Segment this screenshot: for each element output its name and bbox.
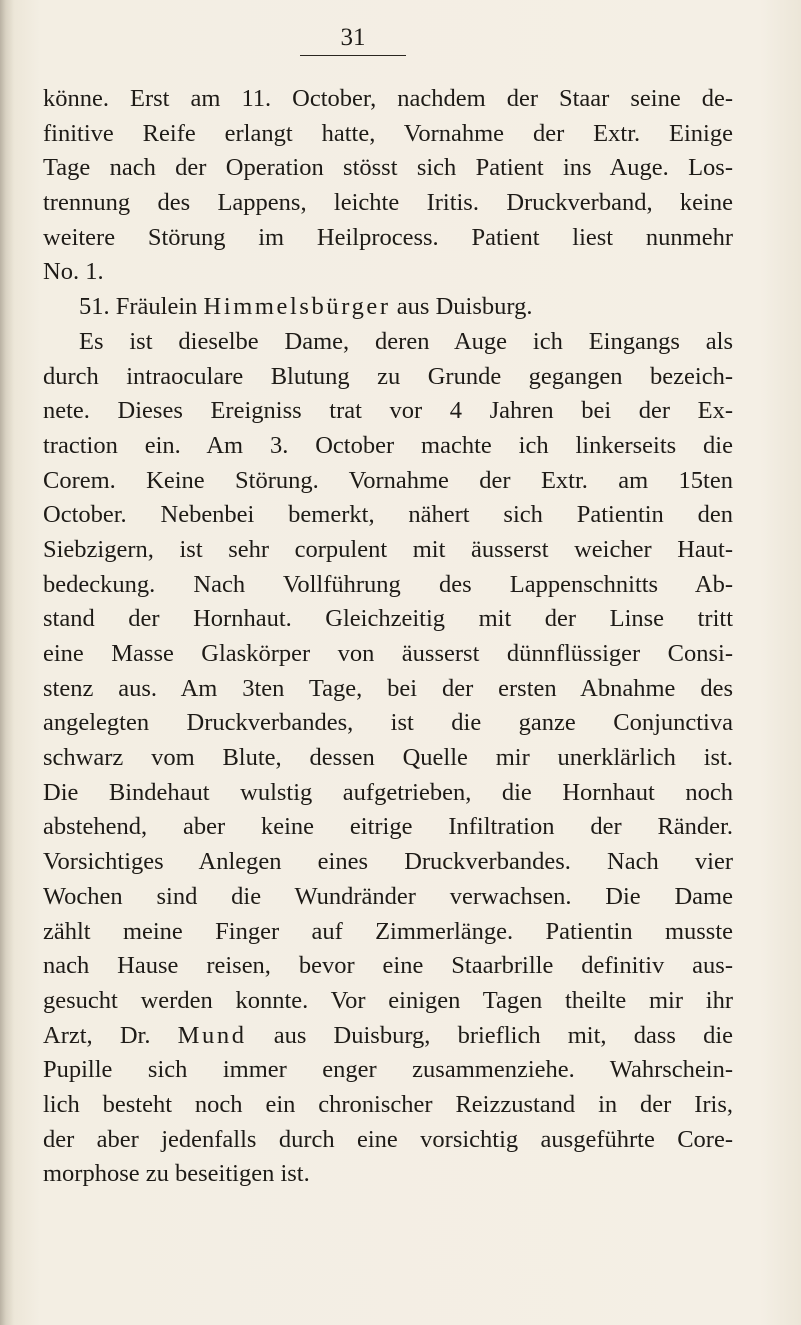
text-line: Die Bindehaut wulstig aufgetrieben, die Hornhaut noch — [43, 778, 733, 806]
body-text — [43, 82, 733, 1192]
text-line: der aber jedenfalls durch eine vorsichtig ausgeführte Core- — [43, 1125, 733, 1153]
text-line: Siebzigern, ist sehr corpulent mit äusserst weicher Haut- — [43, 535, 733, 563]
person-name: Mund — [177, 1021, 247, 1049]
text-line: bedeckung. Nach Vollführung des Lappenschnitts Ab- — [43, 570, 733, 598]
page-number: 31 — [340, 24, 366, 51]
patient-name: Himmelsbürger — [203, 293, 391, 321]
text-line: durch intraoculare Blutung zu Grunde gegangen bezeich- — [43, 362, 733, 390]
text-line: Vorsichtiges Anlegen eines Druckverbandes. Nach vier — [43, 848, 733, 876]
text-line: traction ein. Am 3. October machte ich linkerseits die — [43, 431, 733, 459]
text-line: morphose zu beseitigen ist. — [43, 1160, 310, 1188]
text-line: October. Nebenbei bemerkt, nähert sich Patientin den — [43, 501, 733, 529]
text-line: nach Hause reisen, bevor eine Staarbrille definitiv aus- — [43, 952, 733, 980]
text-line: Pupille sich immer enger zusammenziehe. Wahrschein- — [43, 1056, 733, 1084]
text-line: No. 1. — [43, 258, 104, 286]
text-line: zählt meine Finger auf Zimmerlänge. Patientin musste — [43, 917, 733, 945]
page-number-rule — [300, 55, 406, 56]
text-line: Corem. Keine Störung. Vornahme der Extr. am 15ten — [43, 466, 733, 494]
text-line: trennung des Lappens, leichte Iritis. Druckverband, keine — [43, 189, 733, 217]
text-line: Tage nach der Operation stösst sich Patient ins Auge. Los- — [43, 154, 733, 182]
text-segment: aus Duisburg, brieflich mit, dass die — [273, 1021, 733, 1049]
text-line: weitere Störung im Heilprocess. Patient liest nunmehr — [43, 223, 733, 251]
text-line: Wochen sind die Wundränder verwachsen. Die Dame — [43, 882, 733, 910]
text-line: angelegten Druckverbandes, ist die ganze Conjunctiva — [43, 709, 733, 737]
case-heading — [43, 290, 733, 325]
text-segment: Arzt, Dr. — [43, 1021, 151, 1049]
text-line: finitive Reife erlangt hatte, Vornahme der Extr. Einige — [43, 119, 733, 147]
text-line: Es ist dieselbe Dame, deren Auge ich Eingangs als — [79, 327, 733, 355]
case-number: 51. Fräulein — [79, 293, 198, 321]
text-line: eine Masse Glaskörper von äusserst dünnflüssiger Consi- — [43, 640, 733, 667]
text-line — [43, 1019, 733, 1054]
text-line: gesucht werden konnte. Vor einigen Tagen theilte mir ihr — [43, 986, 733, 1014]
text-line: lich besteht noch ein chronischer Reizzustand in der Iris, — [43, 1090, 733, 1118]
binding-edge — [0, 0, 14, 1325]
case-origin: aus Duisburg. — [396, 293, 533, 321]
text-line: stand der Hornhaut. Gleichzeitig mit der Linse tritt — [43, 605, 733, 633]
text-line: könne. Erst am 11. October, nachdem der Staar seine de- — [43, 85, 733, 112]
text-line: stenz aus. Am 3ten Tage, bei der ersten Abnahme des — [43, 674, 733, 702]
text-line: nete. Dieses Ereigniss trat vor 4 Jahren bei der Ex- — [43, 397, 733, 425]
text-line: abstehend, aber keine eitrige Infiltration der Ränder. — [43, 813, 733, 841]
text-line: schwarz vom Blute, dessen Quelle mir unerklärlich ist. — [43, 744, 733, 772]
